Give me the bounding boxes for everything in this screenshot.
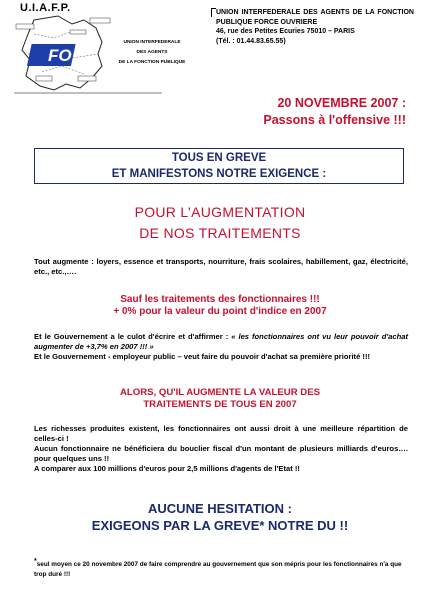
footnote-text: seul moyen ce 20 novembre 2007 de faire comprendre au gouvernement que son mépris pour les fonctionnaires n'a que trop duré !!! [34,561,402,578]
wealth-line: Aucun fonctionnaire ne bénéficiera du bouclier fiscal d'un montant de plusieurs milliards d'euros…. pour quelques uns !! [34,444,408,463]
wealth-line: A comparer aux 100 millions d'euros pour 2,5 millions d'agents de l'Etat !! [34,464,300,473]
raise-subheading-line: TRAITEMENTS DE TOUS EN 2007 [143,399,297,410]
logo-caption [106,38,198,68]
logo-caption-line: DE LA FONCTION PUBLIQUE [118,60,186,65]
raise-subheading-line: ALORS, QU'IL AUGMENTE LA VALEUR DES [119,387,321,398]
logo-caption-line: UNION INTERFEDERALE [123,40,181,45]
final-call-line: AUCUNE HESITATION : [148,501,292,516]
wealth-line: Les richesses produites existent, les fonctionnaires ont aussi droit à une meilleure répartition de celles-ci ! [34,424,408,443]
headline-line: ET MANIFESTONS NOTRE EXIGENCE : [111,168,327,180]
logo-caption-line: DES AGENTS [136,50,168,55]
raise-subheading [30,387,410,411]
headline-line: TOUS EN GREVE [171,152,267,164]
address-street: 46, rue des Petites Ecuries 75010 – PARIS [216,28,355,35]
salary-subheading-line: Sauf les traitements des fonctionnaires !!! [120,294,320,305]
final-call [30,500,410,534]
org-acronym: U.I.A.F.P. [20,2,71,14]
augmentation-line: POUR L’AUGMENTATION [134,204,306,220]
footnote-star: * [34,558,37,565]
government-text-2: Et le Gouvernement - employeur public – veut faire du pouvoir d'achat sa première priorité !!! [34,352,371,361]
address-phone: (Tél. : 01.44.83.65.55) [216,37,286,45]
augmentation-title [30,202,410,244]
headline-box [34,148,404,184]
paragraph-wealth [34,424,408,474]
address-org: UNION INTERFEDERALE DES AGENTS DE LA FONCTION PUBLIQUE FORCE OUVRIERE [216,9,414,26]
final-call-line: EXIGEONS PAR LA GREVE* NOTRE DU !! [91,518,349,533]
augmentation-line: DE NOS TRAITEMENTS [139,225,301,241]
date-subtitle: Passons à l'offensive !!! [263,113,406,127]
government-quote: « les fonctionnaires ont vu leur pouvoir d'achat augmenter de +3,7% en 2007 !!! » [34,332,408,351]
fo-emblem [27,44,76,66]
address-block [216,8,414,46]
government-text: Et le Gouvernement a le culot d'écrire et d'affirmer : [34,332,232,341]
salary-subheading [30,294,410,318]
footnote [34,557,414,579]
paragraph-government [34,332,408,362]
date-title: 20 NOVEMBRE 2007 : [277,96,406,110]
salary-subheading-line: + 0% pour la valeur du point d'indice en 2007 [113,306,327,317]
paragraph-prices: Tout augmente : loyers, essence et transports, nourriture, frais scolaires, habillement, gaz, électricité, etc., etc.,…. [34,257,408,276]
fo-letters: FO [48,46,72,65]
corner-mark [211,8,216,17]
